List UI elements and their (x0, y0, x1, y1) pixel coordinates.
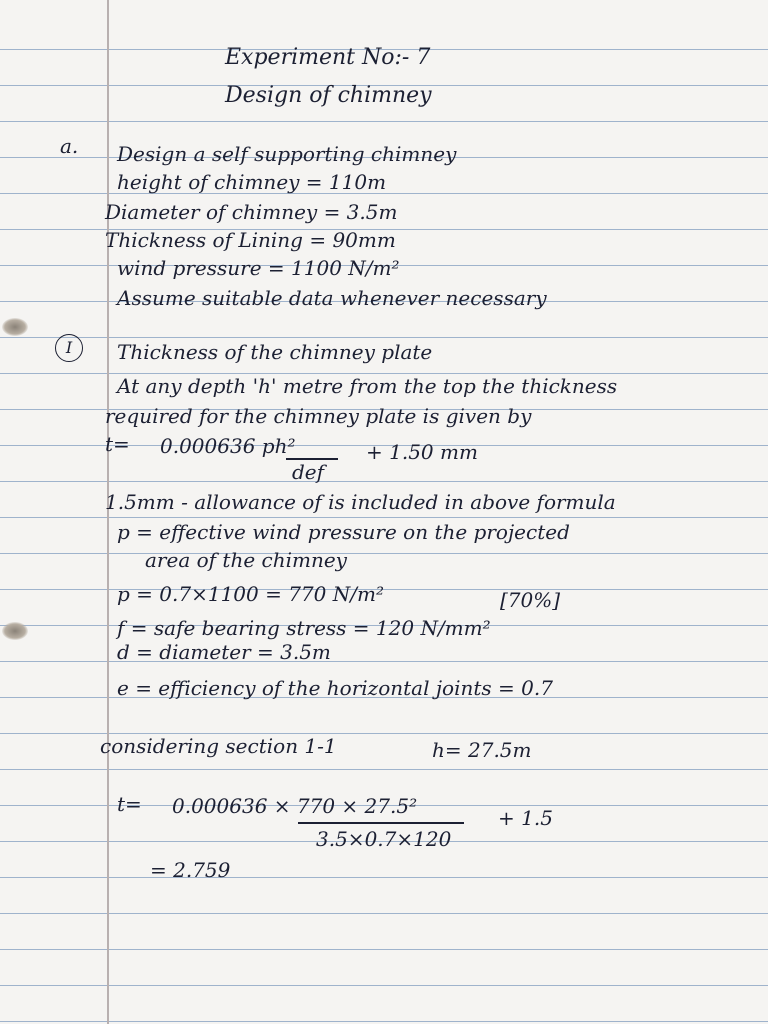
question-line: Design a self supporting chimney (117, 142, 457, 166)
calculation-result: = 2.759 (150, 858, 231, 882)
question-line: Thickness of Lining = 90mm (105, 228, 396, 252)
definition-line: area of the chimney (145, 548, 347, 572)
formula-denominator: def (292, 460, 325, 484)
question-line: Diameter of chimney = 3.5m (105, 200, 398, 224)
definition-line: f = safe bearing stress = 120 N/mm² (117, 616, 491, 640)
calculation-lhs: t= (117, 792, 142, 816)
question-line: wind pressure = 1100 N/m² (117, 256, 400, 280)
definition-line: p = effective wind pressure on the projected (117, 520, 570, 544)
definition-line: 1.5mm - allowance of is included in above formula (105, 490, 616, 514)
calculation-depth: h= 27.5m (432, 738, 532, 762)
section-marker: I (55, 334, 83, 362)
page-title: Design of chimney (225, 83, 432, 108)
binder-hole (2, 622, 28, 640)
formula-lhs: t= (105, 432, 130, 456)
definition-line: d = diameter = 3.5m (117, 640, 331, 664)
definition-note: [70%] (500, 588, 561, 612)
calculation-section: considering section 1-1 (100, 734, 337, 758)
section-line: At any depth 'h' metre from the top the thickness (117, 374, 618, 398)
formula-numerator: 0.000636 ph² (160, 434, 296, 458)
definition-line: p = 0.7×1100 = 770 N/m² (117, 582, 384, 606)
calculation-numerator: 0.000636 × 770 × 27.5² (172, 794, 418, 818)
definition-line: e = efficiency of the horizontal joints = 0.7 (117, 676, 553, 700)
formula-addend: + 1.50 mm (366, 440, 478, 464)
experiment-number: Experiment No:- 7 (225, 45, 431, 70)
fraction-bar (298, 822, 464, 824)
question-number: a. (60, 134, 79, 158)
binder-hole (2, 318, 28, 336)
calculation-addend: + 1.5 (498, 806, 553, 830)
section-line: required for the chimney plate is given by (105, 404, 532, 428)
section-line: Thickness of the chimney plate (117, 340, 433, 364)
question-line: height of chimney = 110m (117, 170, 387, 194)
calculation-denominator: 3.5×0.7×120 (316, 827, 452, 851)
question-line: Assume suitable data whenever necessary (117, 286, 547, 310)
